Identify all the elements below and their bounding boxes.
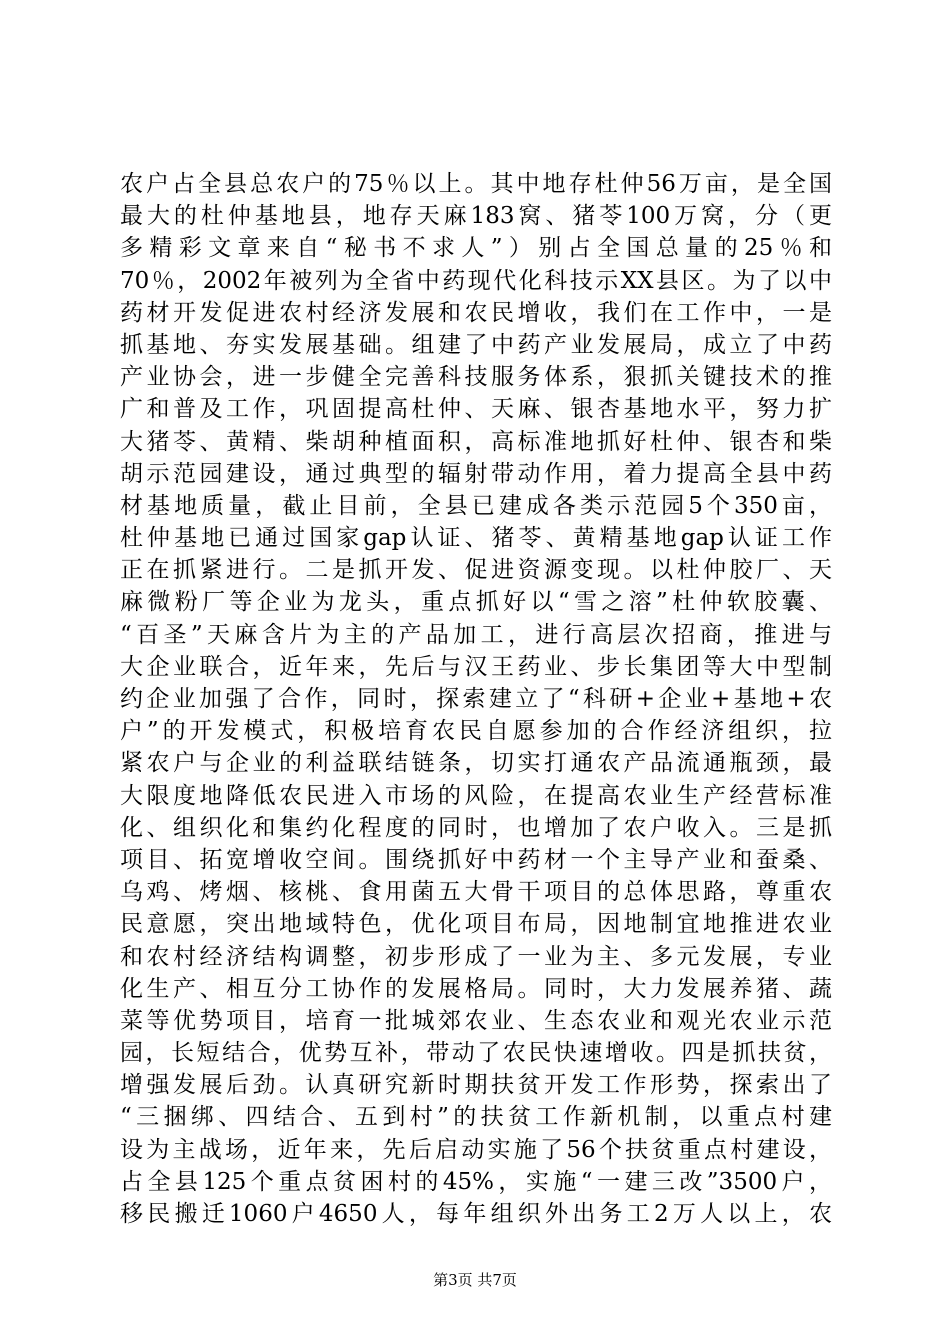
text-line: 农户占全县总农户的75％以上。其中地存杜仲56万亩，是全国 [120,171,832,197]
text-line: 项目、拓宽增收空间。围绕抓好中药材一个主导产业和蚕桑、 [120,846,832,873]
text-line: 民意愿，突出地域特色，优化项目布局，因地制宜地推进农业 [120,911,832,938]
text-line: 麻微粉厂等企业为龙头，重点抓好以“雪之溶”杜仲软胶囊、 [120,589,832,616]
text-line: 大限度地降低农民进入市场的风险，在提高农业生产经营标准 [120,782,832,809]
text-line: 最大的杜仲基地县，地存天麻183窝、猪苓100万窝，分（更 [120,203,832,230]
text-line: 广和普及工作，巩固提高杜仲、天麻、银杏基地水平，努力扩 [120,396,832,423]
text-line: “三捆绑、四结合、五到村”的扶贫工作新机制，以重点村建 [120,1104,832,1131]
text-line: 杜仲基地已通过国家gap认证、猪苓、黄精基地gap认证工作 [120,525,832,552]
text-line: 多精彩文章来自“秘书不求人”）别占全国总量的25％和 [120,235,832,262]
text-line: 约企业加强了合作，同时，探索建立了“科研+企业+基地+农 [120,686,832,712]
text-line: 化、组织化和集约化程度的同时，也增加了农户收入。三是抓 [120,814,832,841]
text-line: 70％，2002年被列为全省中药现代化科技示XX县区。为了以中 [120,267,832,294]
text-line: 增强发展后劲。认真研究新时期扶贫开发工作形势，探索出了 [120,1072,832,1099]
text-line: 大企业联合，近年来，先后与汉王药业、步长集团等大中型制 [120,653,832,680]
body-text [120,168,832,1230]
text-line: 胡示范园建设，通过典型的辐射带动作用，着力提高全县中药 [120,460,832,487]
text-line: 化生产、相互分工协作的发展格局。同时，大力发展养猪、蔬 [120,975,832,1002]
page-footer: 第3页 共7页 [433,1271,517,1289]
text-line: 菜等优势项目，培育一批城郊农业、生态农业和观光农业示范 [120,1007,832,1034]
text-line: 园，长短结合，优势互补，带动了农民快速增收。四是抓扶贫， [120,1040,832,1067]
text-line: 设为主战场，近年来，先后启动实施了56个扶贫重点村建设， [120,1136,832,1163]
text-line: 药材开发促进农村经济发展和农民增收，我们在工作中，一是 [120,299,832,326]
text-line: “百圣”天麻含片为主的产品加工，进行高层次招商，推进与 [120,621,832,648]
text-line: 紧农户与企业的利益联结链条，切实打通农产品流通瓶颈，最 [120,750,832,777]
text-line: 乌鸡、烤烟、核桃、食用菌五大骨干项目的总体思路，尊重农 [120,879,832,906]
text-line: 正在抓紧进行。二是抓开发、促进资源变现。以杜仲胶厂、天 [120,557,832,584]
text-line: 占全县125个重点贫困村的45%，实施“一建三改”3500户， [120,1168,832,1195]
text-line: 户”的开发模式，积极培育农民自愿参加的合作经济组织，拉 [120,718,832,745]
text-line: 抓基地、夯实发展基础。组建了中药产业发展局，成立了中药 [120,331,832,358]
text-line: 大猪苓、黄精、柴胡种植面积，高标准地抓好杜仲、银杏和柴 [120,428,832,455]
text-line: 材基地质量，截止目前，全县已建成各类示范园5个350亩， [120,492,832,519]
text-line: 移民搬迁1060户4650人，每年组织外出务工2万人以上，农 [120,1201,832,1227]
text-line: 产业协会，进一步健全完善科技服务体系，狠抓关键技术的推 [120,364,832,391]
text-line: 和农村经济结构调整，初步形成了一业为主、多元发展，专业 [120,943,832,970]
